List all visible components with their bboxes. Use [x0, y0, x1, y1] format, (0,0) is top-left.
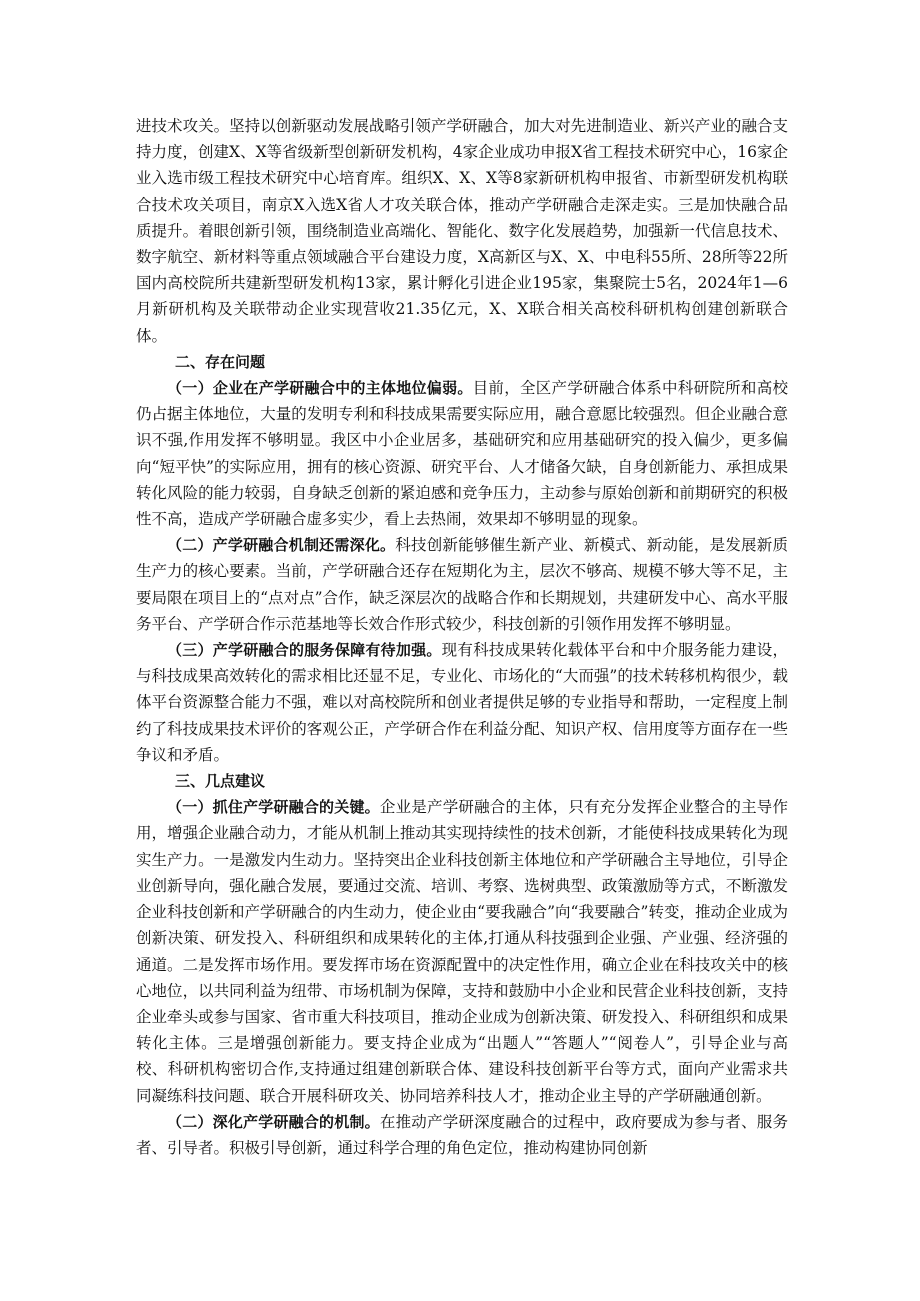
paragraph-problem-1	[136, 375, 788, 532]
paragraph-problem-2	[136, 532, 788, 637]
paragraph-suggestion-1	[136, 794, 788, 1108]
paragraph-body: 科技创新能够催生新产业、新模式、新动能，是发展新质生产力的核心要素。当前，产学研融合还存在短期化为主，层次不够高、规模不够大等不足，主要局限在项目上的“点对点”合作，缺乏深层次的战略合作和长期规划，共建研发中心、高水平服务平台、产学研合作示范基地等长效合作形式较少，科技创新的引领作用发挥不够明显。	[136, 536, 788, 633]
paragraph-body: 在推动产学研深度融合的过程中，政府要成为参与者、服务者、引导者。积极引导创新，通过科学合理的角色定位，推动构建协同创新	[136, 1112, 788, 1157]
paragraph-suggestion-2	[136, 1109, 788, 1161]
paragraph-body: 企业是产学研融合的主体，只有充分发挥企业整合的主导作用，增强企业融合动力，才能从机制上推动其实现持续性的技术创新，才能使科技成果转化为现实生产力。一是激发内生动力。坚持突出企业科技创新主体地位和产学研融合主导地位，引导企业创新导向，强化融合发展，要通过交流、培训、考察、选树典型、政策激励等方式，不断激发企业科技创新和产学研融合的内生动力，使企业由“要我融合”向“我要融合”转变，推动企业成为创新决策、研发投入、科研组织和成果转化的主体,打通从科技强到企业强、产业强、经济强的通道。二是发挥市场作用。要发挥市场在资源配置中的决定性作用，确立企业在科技攻关中的核心地位，以共同利益为纽带、市场机制为保障，支持和鼓励中小企业和民营企业科技创新，支持企业牵头或参与国家、省市重大科技项目，推动企业成为创新决策、研发投入、科研组织和成果转化主体。三是增强创新能力。要支持企业成为“出题人”“答题人”“阅卷人”，引导企业与高校、科研机构密切合作,支持通过组建创新联合体、建设科技创新平台等方式，面向产业需求共同凝练科技问题、联合开展科研攻关、协同培养科技人才，推动企业主导的产学研融通创新。	[136, 798, 788, 1105]
section-heading-problems: 二、存在问题	[175, 352, 266, 371]
paragraph-body: 现有科技成果转化载体平台和中介服务能力建设，与科技成果高效转化的需求相比还显不足，专业化、市场化的“大而强”的技术转移机构很少，载体平台资源整合能力不强，难以对高校院所和创业者提供足够的专业指导和帮助，一定程度上制约了科技成果技术评价的客观公正，产学研合作在利益分配、知识产权、信用度等方面存在一些争议和矛盾。	[136, 641, 788, 764]
paragraph-lead: （二）产学研融合机制还需深化。	[167, 536, 396, 555]
paragraph-lead: （一）抓住产学研融合的关键。	[167, 798, 380, 817]
paragraph-lead: （三）产学研融合的服务保障有待加强。	[167, 641, 442, 660]
paragraph-body: 目前，全区产学研融合体系中科研院所和高校仍占据主体地位，大量的发明专利和科技成果需要实际应用，融合意愿比较强烈。但企业融合意识不强,作用发挥不够明显。我区中小企业居多，基础研究和应用基础研究的投入偏少，更多偏向“短平快”的实际应用，拥有的核心资源、研究平台、人才储备欠缺，自身创新能力、承担成果转化风险的能力较弱，自身缺乏创新的紧迫感和竞争压力，主动参与原始创新和前期研究的积极性不高，造成产学研融合虚多实少，看上去热闹，效果却不够明显的现象。	[136, 379, 788, 529]
paragraph-intro: 进技术攻关。坚持以创新驱动发展战略引领产学研融合，加大对先进制造业、新兴产业的融合支持力度，创建X、X等省级新型创新研发机构，4家企业成功申报X省工程技术研究中心，16家企业入选市级工程技术研究中心培育库。组织X、X、X等8家新研机构申报省、市新型研发机构联合技术攻关项目，南京X入选X省人才攻关联合体，推动产学研融合走深走实。三是加快融合品质提升。着眼创新引领，围绕制造业高端化、智能化、数字化发展趋势，加强新一代信息技术、数字航空、新材料等重点领域融合平台建设力度，X高新区与X、X、中电科55所、28所等22所国内高校院所共建新型研发机构13家，累计孵化引进企业195家，集聚院士5名，2024年1—6月新研机构及关联带动企业实现营收21.35亿元，X、X联合相关高校科研机构创建创新联合体。	[136, 117, 788, 345]
paragraph-problem-3	[136, 637, 788, 768]
document-page	[136, 113, 788, 1161]
section-heading-suggestions: 三、几点建议	[175, 772, 266, 791]
paragraph-lead: （二）深化产学研融合的机制。	[167, 1112, 380, 1131]
paragraph-lead: （一）企业在产学研融合中的主体地位偏弱。	[167, 379, 473, 398]
